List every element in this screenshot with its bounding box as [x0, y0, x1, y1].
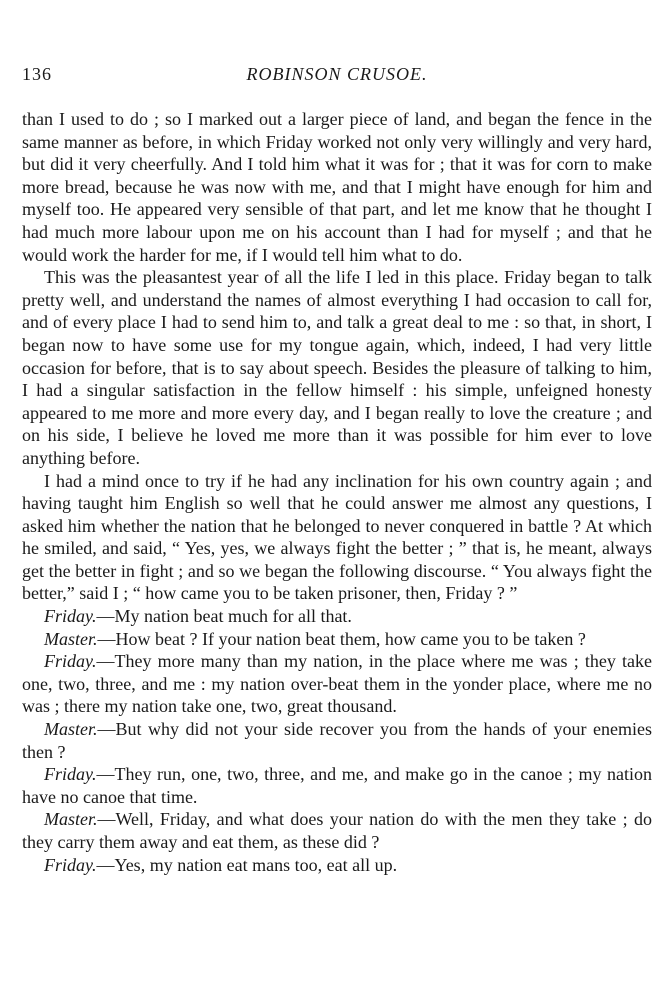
paragraph — [22, 108, 652, 266]
speaker-name: Master. — [44, 809, 98, 830]
dialogue-text: —My nation beat much for all that. — [96, 606, 352, 627]
paragraph — [22, 266, 652, 469]
page-header — [22, 64, 652, 94]
paragraph-text: than I used to do ; so I marked out a larger piece of land, and began the fence in the same manner as before, in which Friday worked not only very willingly and very hard, but did it very cheerfully. And I told him what it was for ; that it was for corn to make more bread, because he was now with me, and that I might have enough for him and myself too. He appeared very sensible of that part, and let me know that he thought I had much more labour upon me on his account than I had for myself ; and that he would work the harder for me, if I would tell him what to do. — [22, 109, 652, 265]
dialogue-text: —But why did not your side recover you from the hands of your enemies then ? — [22, 719, 652, 762]
dialogue-text: —How beat ? If your nation beat them, how came you to be taken ? — [97, 628, 586, 649]
page-number: 136 — [22, 64, 52, 84]
book-page — [22, 64, 652, 876]
paragraph-text: This was the pleasantest year of all the life I led in this place. Friday began to talk pretty well, and understand the names of almost everything I had occasion to call for, and of every place I had to send him to, and talk a great deal to me : so that, in short, I began now to have some use for my tongue again, which, indeed, I had very little occasion for before, that is to say about speech. Besides the pleasure of talking to him, I had a singular satisfaction in the fellow himself : his simple, unfeigned honesty appeared to me more and more every day, and I began really to love the creature ; and on his side, I believe he loved me more than it was possible for him ever to love anything before. — [22, 267, 652, 468]
dialogue-text: —Yes, my nation eat mans too, eat all up. — [96, 854, 398, 875]
dialogue-text: —Well, Friday, and what does your nation do with the men they take ; do they carry them away and eat them, as these did ? — [22, 809, 652, 852]
dialogue-text: —They run, one, two, three, and me, and make go in the canoe ; my nation have no canoe that time. — [22, 764, 652, 807]
paragraph-text: I had a mind once to try if he had any inclination for his own country again ; and having taught him English so well that he could answer me almost any questions, I asked him whether the nation that he belonged to never conquered in battle ? At which he smiled, and said, “ Yes, yes, we always fight the better ; ” that is, he meant, always get the better in fight ; and so we began the following discourse. “ You always fight the better,” said I ; “ how came you to be taken prisoner, then, Friday ? ” — [22, 470, 652, 604]
speaker-name: Friday. — [44, 854, 97, 875]
dialogue-line — [22, 650, 652, 718]
dialogue-line — [22, 854, 652, 877]
speaker-name: Friday. — [44, 651, 97, 672]
dialogue-line — [22, 718, 652, 763]
speaker-name: Master. — [44, 719, 98, 740]
dialogue-line — [22, 628, 652, 651]
dialogue-line — [22, 763, 652, 808]
running-title: ROBINSON CRUSOE. — [246, 64, 428, 84]
paragraph — [22, 470, 652, 606]
dialogue-line — [22, 605, 652, 628]
dialogue-text: —They more many than my nation, in the place where me was ; they take one, two, three, and me : my nation over-beat them in the yonder place, where me no was ; there my nation take one, two, great thousand. — [22, 651, 652, 717]
body-text — [22, 108, 652, 876]
speaker-name: Friday. — [44, 606, 97, 627]
speaker-name: Friday. — [44, 764, 97, 785]
dialogue-line — [22, 808, 652, 853]
speaker-name: Master. — [44, 628, 98, 649]
